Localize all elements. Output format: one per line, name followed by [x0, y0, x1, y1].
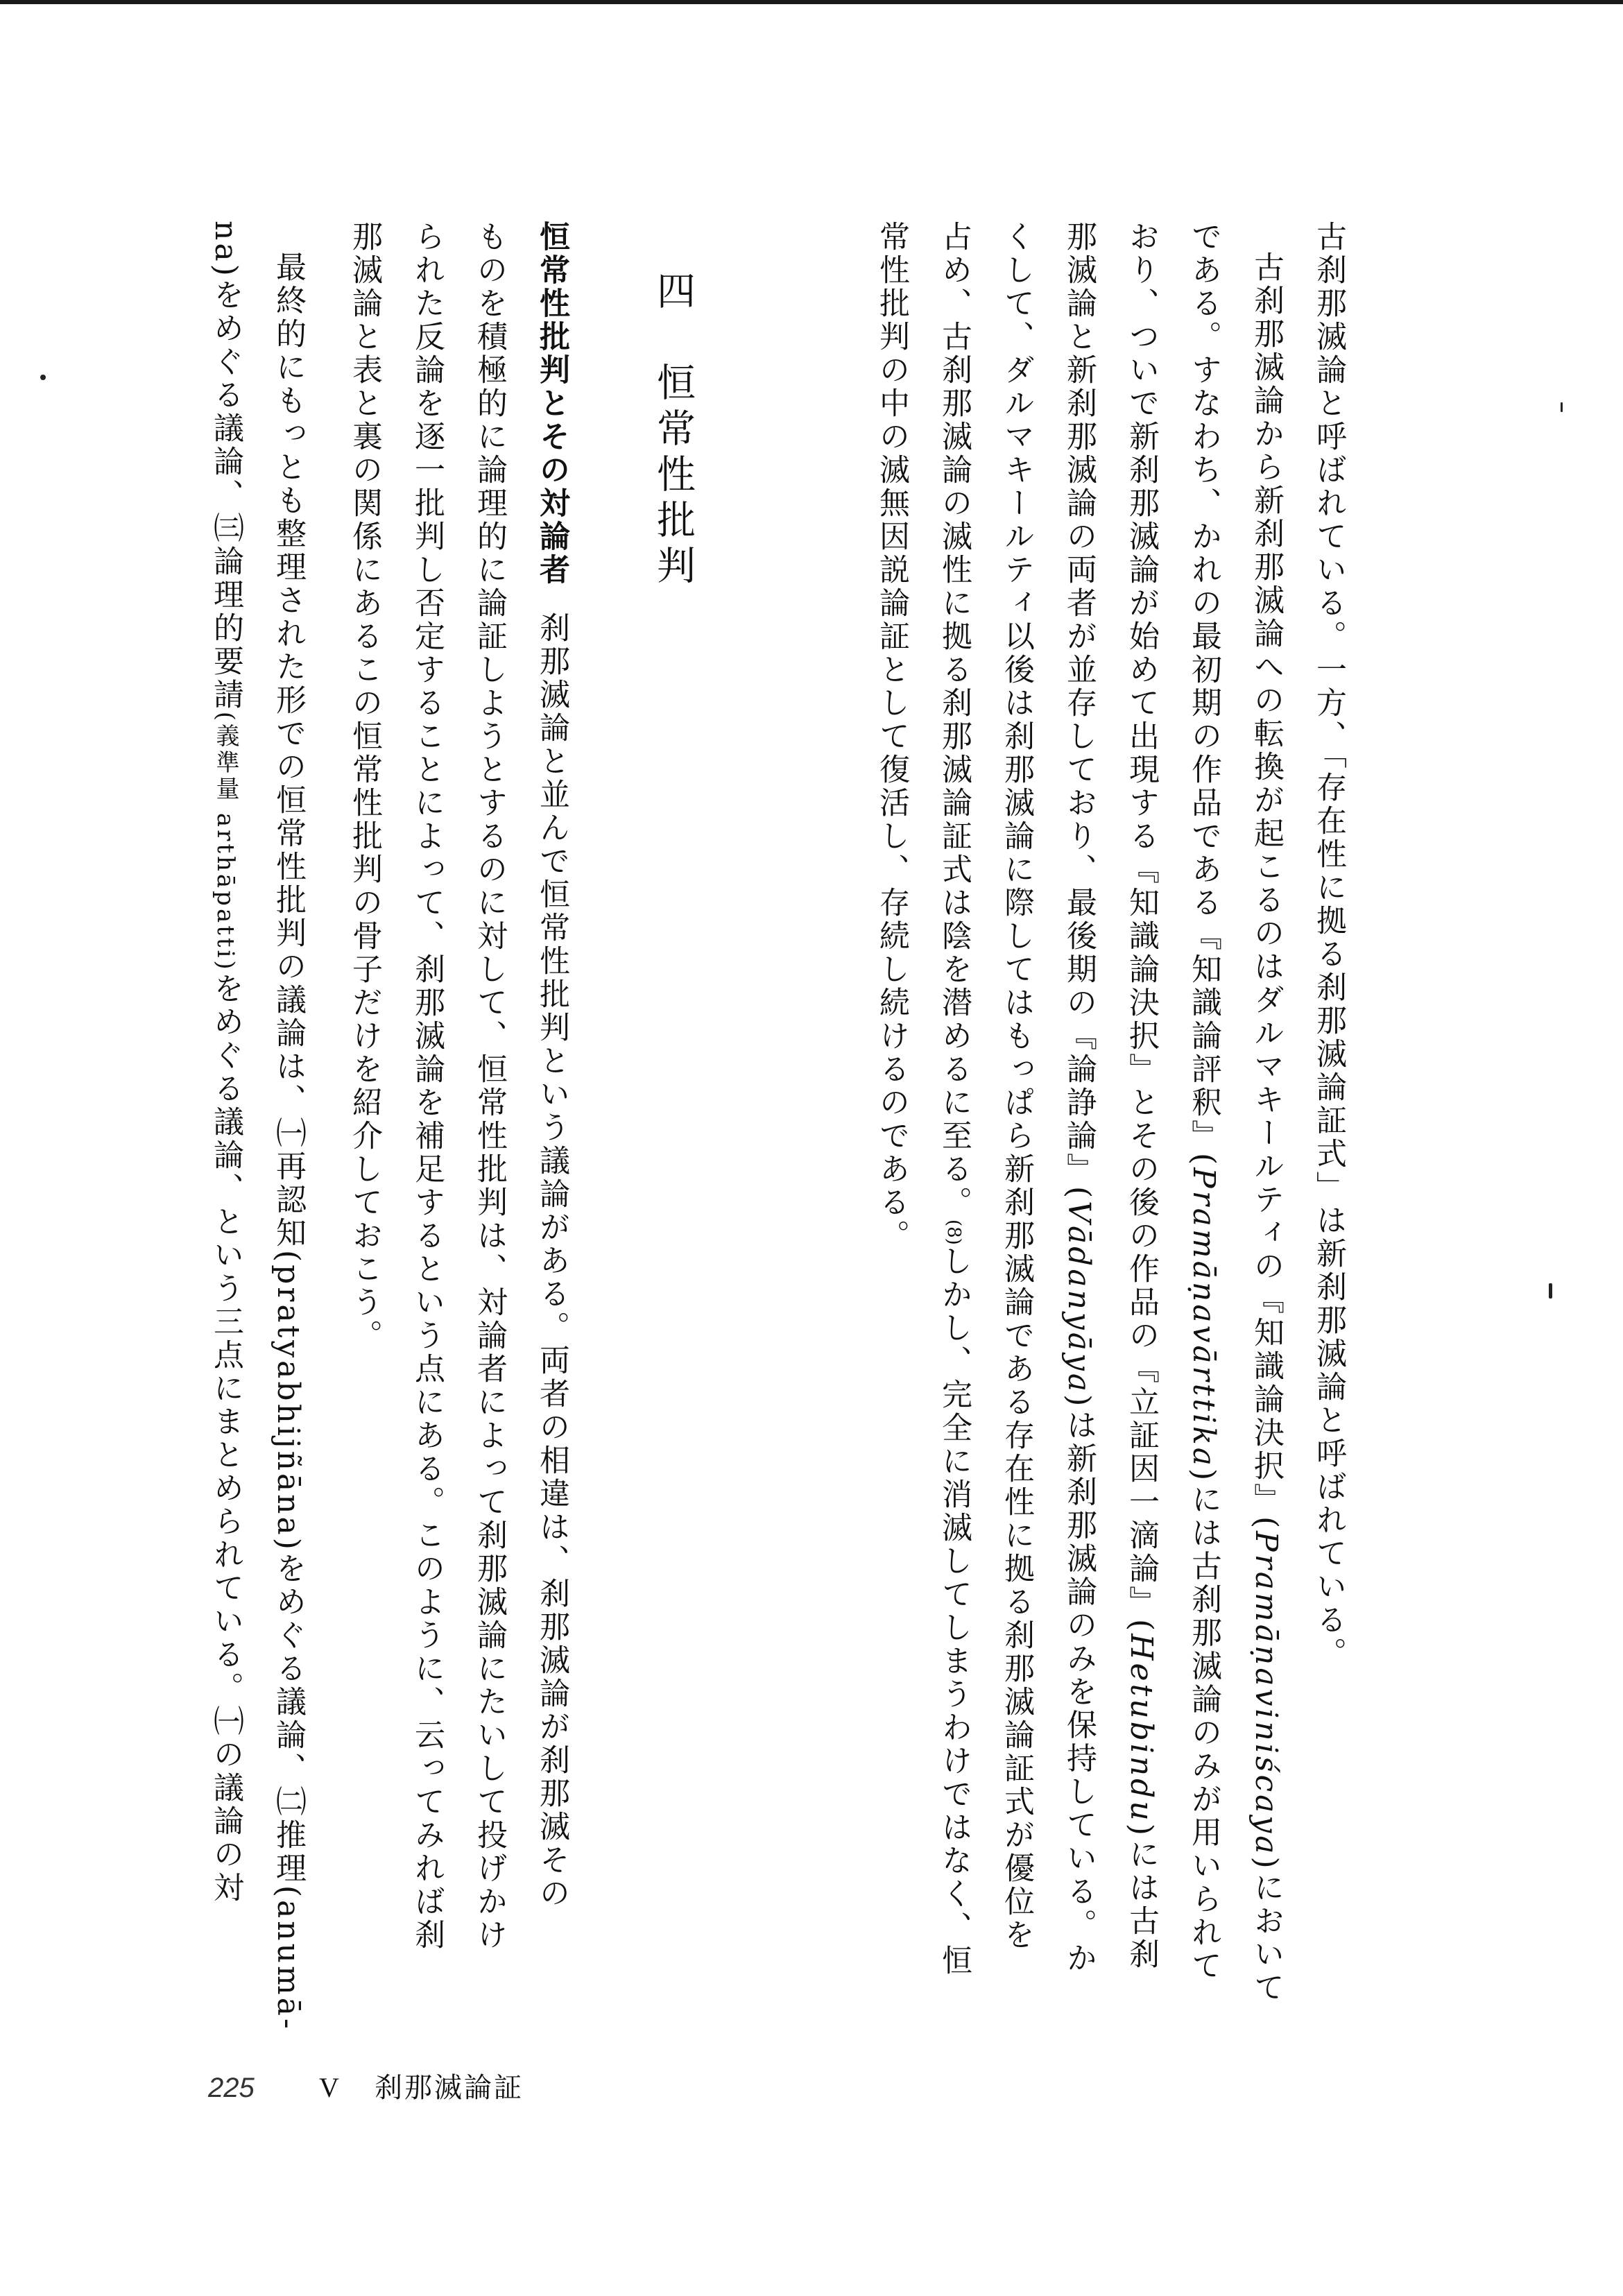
text-segment: )において — [1248, 1856, 1284, 2005]
body-column — [929, 221, 978, 1978]
body-column — [1242, 251, 1290, 2005]
text-segment: である。すなわち、かれの最初期の作品である『知識論評釈』( — [1186, 221, 1221, 1168]
body-column — [992, 221, 1040, 1952]
text-segment: (8) — [943, 1219, 964, 1245]
text-segment: Vādanyāya — [1061, 1201, 1097, 1395]
text-segment: (義準量 arthāpatti) — [212, 711, 239, 973]
text-segment: Pramāṇaviniścaya — [1248, 1531, 1284, 1857]
text-segment: をめぐる議論、という三点にまとめられている。㈠の議論の対 — [208, 972, 243, 1905]
text-segment: 恒常性批判とその対論者 — [534, 221, 569, 587]
text-segment: られた反論を逐一批判し否定することによって、刹那滅論を補足するという点にある。このように、云ってみれば刹 — [409, 221, 445, 1952]
chapter-numeral: V — [319, 2072, 339, 2103]
text-segment: おり、ついで新刹那滅論が始めて出現する『知識論決択』とその後の作品の『立証因一滴論』( — [1124, 221, 1159, 1634]
body-column — [340, 221, 388, 1353]
text-segment: na)をめぐる議論、㈢論理的要請 — [208, 221, 243, 712]
text-segment: Pramāṇavārttika — [1186, 1167, 1221, 1469]
scan-speck — [40, 375, 46, 380]
body-column — [402, 221, 451, 1952]
body-column — [264, 251, 312, 2032]
page-footer — [208, 2067, 596, 2109]
body-column — [527, 221, 576, 1910]
body-column — [1117, 221, 1165, 1971]
body-column — [867, 221, 916, 1253]
page-number: 225 — [208, 2073, 255, 2103]
text-segment: 四 恒常性批判 — [651, 271, 696, 591]
running-title: 刹那滅論証 — [375, 2072, 524, 2104]
text-segment: 那滅論と新刹那滅論の両者が並存しており、最後期の『論諍論』( — [1061, 221, 1097, 1201]
text-segment: 占め、古刹那滅論の滅性に拠る刹那滅論証式は陰を潜めるに至る。 — [936, 221, 972, 1219]
text-segment: 那滅論と表と裏の関係にあるこの恒常性批判の骨子だけを紹介しておこう。 — [347, 221, 382, 1353]
text-segment: 古刹那滅論と呼ばれている。一方、「存在性に拠る刹那滅論証式」は新刹那滅論と呼ばれている。 — [1311, 221, 1346, 1670]
text-segment: Hetubindu — [1124, 1634, 1159, 1824]
text-segment: )には古刹那滅論のみが用いられて — [1186, 1468, 1221, 1983]
body-column — [201, 221, 250, 1905]
text-segment: )は新刹那滅論のみを保持している。か — [1061, 1394, 1097, 1976]
scan-speck — [1561, 402, 1563, 412]
text-segment: 最終的にもっとも整理された形での恒常性批判の議論は、㈠再認知(pratyabhijñāna)をめぐる議論、㈡推理(anumā- — [270, 251, 306, 2032]
section-heading — [645, 271, 701, 591]
body-column — [1054, 221, 1103, 1975]
body-column — [1304, 221, 1352, 1670]
body-column — [1179, 221, 1228, 1982]
text-segment: ものを積極的に論理的に論証しようとするのに対して、恒常性批判は、対論者によって刹那滅論にたいして投げかけ — [472, 221, 507, 1952]
text-segment: 刹那滅論と並んで恒常性批判という議論がある。両者の相違は、刹那滅論が刹那滅その — [534, 612, 569, 1910]
text-segment: 古刹那滅論から新刹那滅論への転換が起こるのはダルマキールティの『知識論決択』( — [1248, 251, 1284, 1532]
scan-speck — [1549, 1283, 1552, 1299]
text-segment: )には古刹 — [1124, 1823, 1159, 1971]
text-segment: 常性批判の中の滅無因説論証として復活し、存続し続けるのである。 — [874, 221, 909, 1253]
text-segment: くして、ダルマキールティ以後は刹那滅論に際してはもっぱら新刹那滅論である存在性に拠る刹那滅論証式が優位を — [999, 221, 1034, 1952]
body-column — [465, 221, 513, 1952]
text-segment: しかし、完全に消滅してしまうわけではなく、恒 — [936, 1244, 972, 1978]
